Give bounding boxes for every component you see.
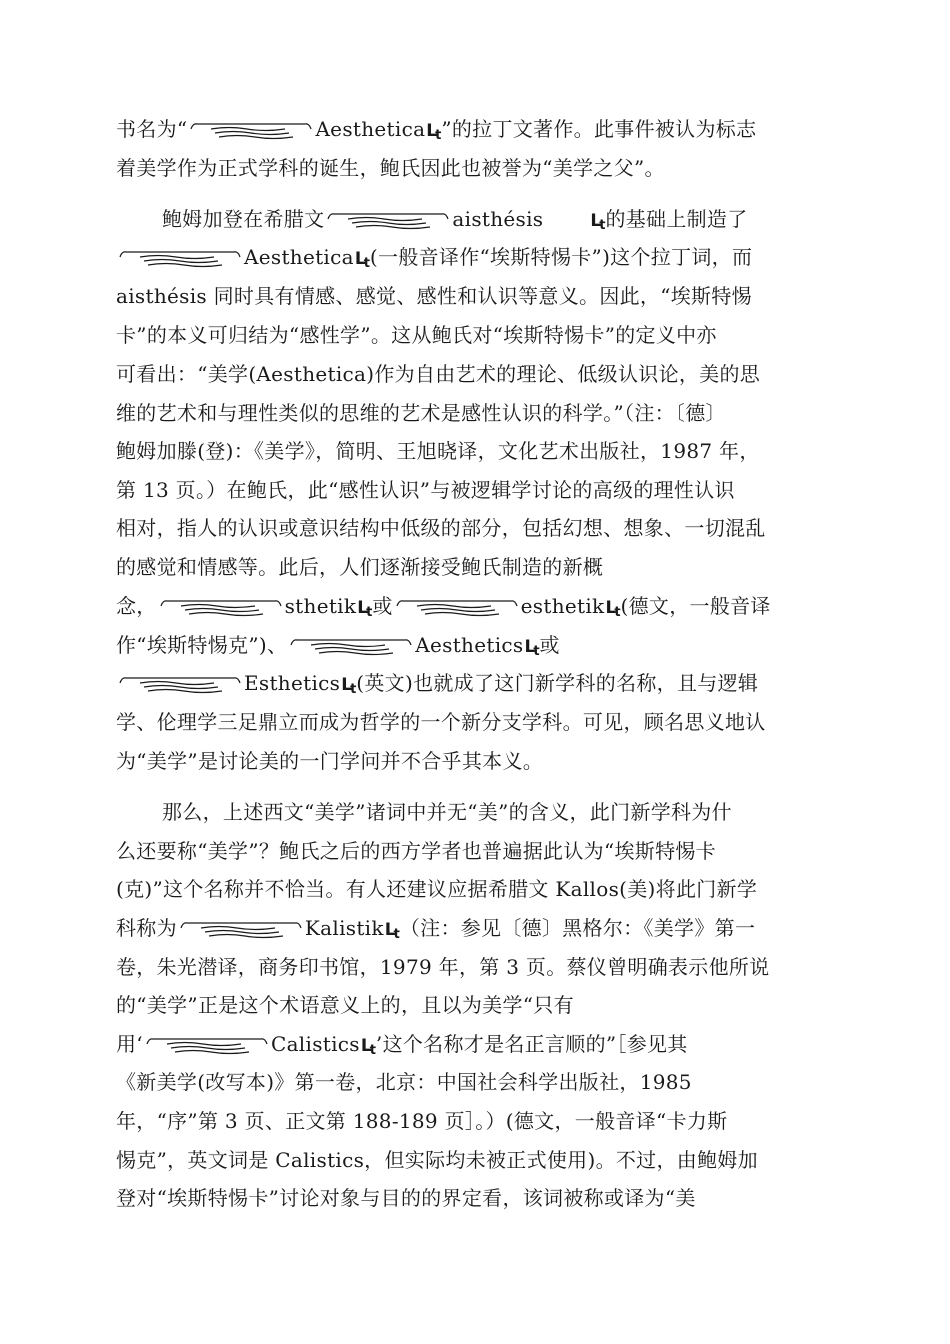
text-line [116, 839, 836, 863]
text-segment: 书名为“ [116, 117, 188, 141]
text-segment: ”的拉丁文著作。此事件被认为标志 [441, 117, 757, 141]
text-segment: 或 [539, 633, 560, 657]
lt-glyph-mark: Lt [354, 249, 368, 271]
text-segment: 年，“序”第 3 页、正文第 188-189 页］。）(德文，一般音译“卡力斯 [116, 1109, 728, 1133]
text-line [116, 1148, 836, 1172]
wavy-bracket-mark [179, 919, 303, 941]
text-line [116, 401, 836, 425]
text-segment: 相对，指人的认识或意识结构中低级的部分，包括幻想、想象、一切混乱 [116, 516, 766, 540]
wavy-bracket-mark [145, 1035, 269, 1057]
text-line [116, 284, 836, 308]
text-segment: sthetik [284, 594, 357, 618]
text-segment: aisthésis [452, 207, 544, 231]
text-segment: 学、伦理学三足鼎立而成为哲学的一个新分支学科。可见，顾名思义地认 [116, 710, 766, 734]
wavy-bracket-mark [159, 597, 283, 619]
lt-glyph-mark: Lt [341, 675, 355, 697]
text-line [116, 117, 836, 148]
lt-glyph-mark: Lt [357, 598, 371, 620]
text-segment: 科称为 [116, 916, 177, 940]
text-segment: 的基础上制造了 [605, 207, 748, 231]
text-line [116, 710, 836, 734]
lt-glyph-mark: Lt [384, 920, 398, 942]
wavy-bracket-mark [326, 210, 450, 232]
lt-glyph-mark: Lt [360, 1036, 374, 1058]
wavy-bracket-mark [289, 636, 413, 658]
text-segment: esthetik [520, 594, 605, 618]
lt-glyph-mark: Lt [524, 637, 538, 659]
text-line [116, 916, 836, 947]
text-segment: 鲍姆加滕(登)：《美学》，简明、王旭晓译，文化艺术出版社，1987 年， [116, 439, 760, 463]
text-segment: （注：参见〔德〕黑格尔：《美学》第一 [399, 916, 756, 940]
text-line [116, 555, 836, 579]
text-line [116, 800, 836, 824]
text-line [116, 671, 836, 702]
text-segment: 可看出：“美学(Aesthetica)作为自由艺术的理论、低级认识论，美的思 [116, 362, 761, 386]
text-line [116, 1186, 836, 1210]
text-segment: Kalistik [304, 916, 384, 940]
text-segment: 的感觉和情感等。此后，人们逐渐接受鲍氏制造的新概 [116, 555, 604, 579]
text-segment: (英文)也就成了这门新学科的名称，且与逻辑 [356, 671, 759, 695]
text-segment: 那么，上述西文“美学”诸词中并无“美”的含义，此门新学科为什 [162, 800, 732, 824]
text-line [116, 362, 836, 386]
text-segment: 卷，朱光潜译，商务印书馆，1979 年，第 3 页。蔡仪曾明确表示他所说 [116, 955, 770, 979]
text-segment: Aesthetics [415, 633, 524, 657]
text-line [116, 323, 836, 347]
lt-glyph-mark: Lt [426, 121, 440, 143]
text-segment: 着美学作为正式学科的诞生，鲍氏因此也被誉为“美学之父”。 [116, 156, 665, 180]
text-line [116, 993, 836, 1017]
text-segment: 《新美学(改写本)》第一卷，北京：中国社会科学出版社，1985 [116, 1070, 692, 1094]
text-segment: Aesthetica [315, 117, 426, 141]
text-segment: 念， [116, 594, 157, 618]
text-line [116, 439, 836, 463]
text-segment: 登对“埃斯特惕卡”讨论对象与目的的界定看，该词被称或译为“美 [116, 1186, 696, 1210]
text-line [116, 207, 836, 238]
text-line [116, 633, 836, 664]
text-line [116, 594, 836, 625]
text-segment: 卡”的本义可归结为“感性学”。这从鲍氏对“埃斯特惕卡”的定义中亦 [116, 323, 717, 347]
text-segment: 作“埃斯特惕克”)、 [116, 633, 288, 657]
text-line [116, 245, 836, 276]
text-line [116, 1109, 836, 1133]
text-line [116, 1070, 836, 1094]
text-segment: Esthetics [244, 671, 341, 695]
text-segment: 的“美学”正是这个术语意义上的，且以为美学“只有 [116, 993, 574, 1017]
lt-glyph-mark: Lt [590, 211, 604, 233]
lt-glyph-mark: Lt [605, 598, 619, 620]
text-segment: (德文，一般音译 [620, 594, 771, 618]
text-segment: ’这个名称才是名正言顺的”［参见其 [375, 1032, 688, 1056]
wavy-bracket-mark [118, 248, 242, 270]
text-segment: (克)”这个名称并不恰当。有人还建议应据希腊文 Kallos(美)将此门新学 [116, 877, 758, 901]
text-line [116, 877, 836, 901]
text-segment: 维的艺术和与理性类似的思维的艺术是感性认识的科学。”（注：〔德〕 [116, 401, 726, 425]
text-segment: (一般音译作“埃斯特惕卡”)这个拉丁词，而 [369, 245, 753, 269]
text-segment: 用‘ [116, 1032, 143, 1056]
text-line [116, 478, 836, 502]
text-line [116, 156, 836, 180]
text-segment: 么还要称“美学”？鲍氏之后的西方学者也普遍据此认为“埃斯特惕卡 [116, 839, 716, 863]
text-segment: aisthésis 同时具有情感、感觉、感性和认识等意义。因此，“埃斯特惕 [116, 284, 752, 308]
wavy-bracket-mark [189, 120, 313, 142]
text-segment: 为“美学”是讨论美的一门学问并不合乎其本义。 [116, 749, 544, 773]
text-line [116, 516, 836, 540]
text-segment: 或 [372, 594, 393, 618]
wavy-bracket-mark [118, 674, 242, 696]
text-segment: 鲍姆加登在希腊文 [162, 207, 325, 231]
text-segment: 惕克”，英文词是 Calistics，但实际均未被正式使用)。不过，由鲍姆加 [116, 1148, 758, 1172]
text-line [116, 1032, 836, 1063]
text-segment: 第 13 页。）在鲍氏，此“感性认识”与被逻辑学讨论的高级的理性认识 [116, 478, 735, 502]
text-segment: Aesthetica [244, 245, 354, 269]
text-line [116, 749, 836, 773]
wavy-bracket-mark [395, 597, 519, 619]
text-line [116, 955, 836, 979]
text-segment: Calistics [270, 1032, 360, 1056]
